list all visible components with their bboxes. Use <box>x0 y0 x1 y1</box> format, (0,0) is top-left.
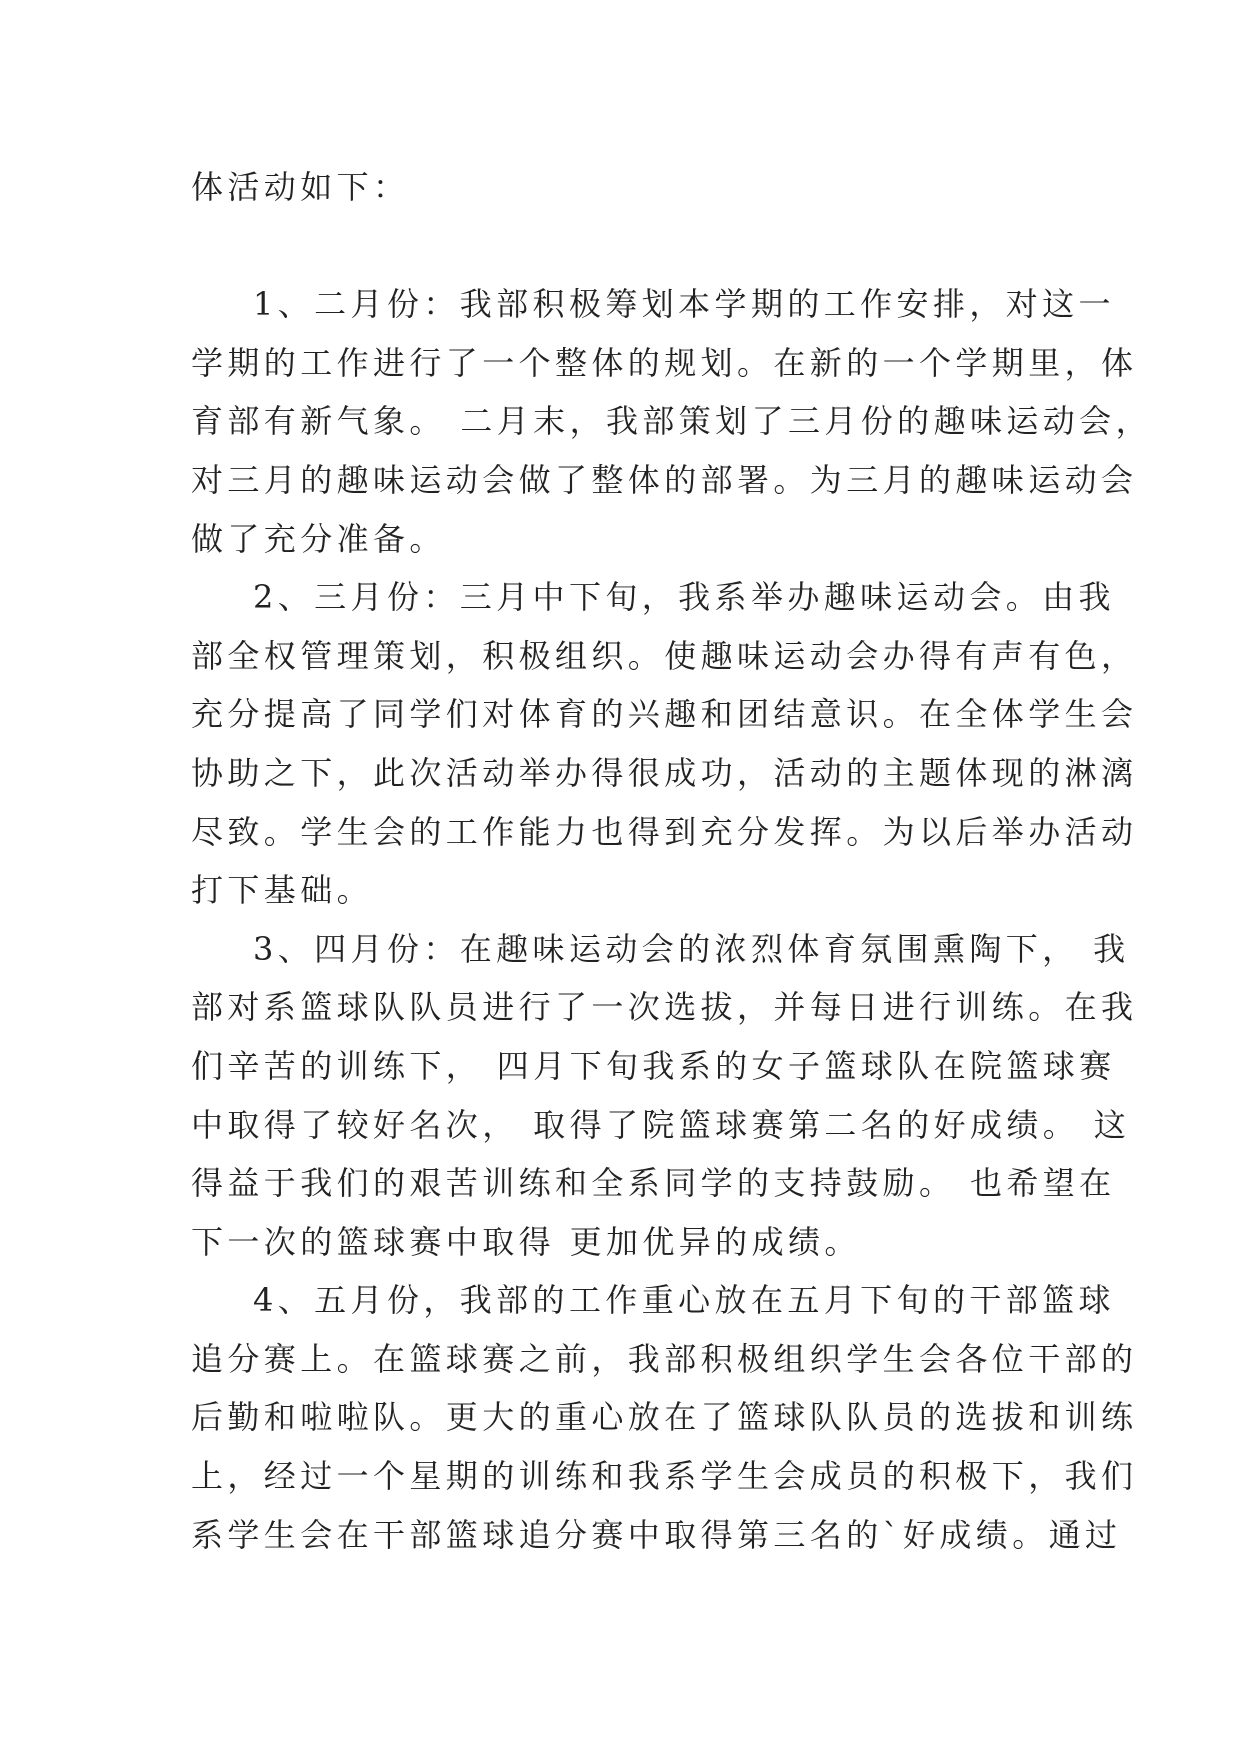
text-line: 尽致。学生会的工作能力也得到充分发挥。为以后举办活动 <box>191 812 1138 851</box>
text-line: 追分赛上。在篮球赛之前，我部积极组织学生会各位干部的 <box>191 1339 1138 1378</box>
text-line: 系学生会在干部篮球追分赛中取得第三名的`好成绩。通过 <box>191 1515 1122 1554</box>
paragraph-march <box>191 568 1138 920</box>
paragraph-may <box>191 1271 1138 1564</box>
text-line: 后勤和啦啦队。更大的重心放在了篮球队队员的选拔和训练 <box>191 1398 1138 1437</box>
text-line: 部全权管理策划，积极组织。使趣味运动会办得有声有色， <box>191 636 1138 675</box>
text-line: 充分提高了同学们对体育的兴趣和团结意识。在全体学生会 <box>191 695 1138 734</box>
text-line: 3、四月份：在趣味运动会的浓烈体育氛围熏陶下， 我 <box>253 929 1130 968</box>
text-line: 得益于我们的艰苦训练和全系同学的支持鼓励。 也希望在 <box>191 1164 1116 1203</box>
text-line: 上，经过一个星期的训练和我系学生会成员的积极下，我们 <box>191 1457 1138 1496</box>
text-line: 对三月的趣味运动会做了整体的部署。为三月的趣味运动会 <box>191 460 1138 499</box>
text-line: 学期的工作进行了一个整体的规划。在新的一个学期里，体 <box>191 343 1138 382</box>
document-body <box>191 158 1152 1564</box>
text-line: 做了充分准备。 <box>191 519 446 558</box>
text-line: 打下基础。 <box>191 871 374 910</box>
paragraph-spacer <box>191 217 1051 276</box>
text-line: 中取得了较好名次， 取得了院篮球赛第二名的好成绩。 这 <box>191 1105 1131 1144</box>
text-line: 4、五月份，我部的工作重心放在五月下旬的干部篮球 <box>253 1281 1115 1320</box>
text-line: 1、二月份：我部积极筹划本学期的工作安排，对这一 <box>253 285 1115 324</box>
paragraph-april <box>191 920 1138 1272</box>
text-line: 体活动如下： <box>191 168 410 206</box>
text-line: 部对系篮球队队员进行了一次选拔，并每日进行训练。在我 <box>191 988 1138 1027</box>
text-line: 2、三月份：三月中下旬，我系举办趣味运动会。由我 <box>253 578 1115 617</box>
text-line: 们辛苦的训练下， 四月下旬我系的女子篮球队在院篮球赛 <box>191 1046 1116 1085</box>
text-line: 协助之下，此次活动举办得很成功，活动的主题体现的淋漓 <box>191 753 1138 792</box>
text-line: 下一次的篮球赛中取得 更加优异的成绩。 <box>191 1222 861 1261</box>
paragraph-intro <box>191 158 1051 217</box>
text-line: 育部有新气象。 二月末，我部策划了三月份的趣味运动会， <box>191 402 1152 441</box>
paragraph-february <box>191 275 1152 568</box>
